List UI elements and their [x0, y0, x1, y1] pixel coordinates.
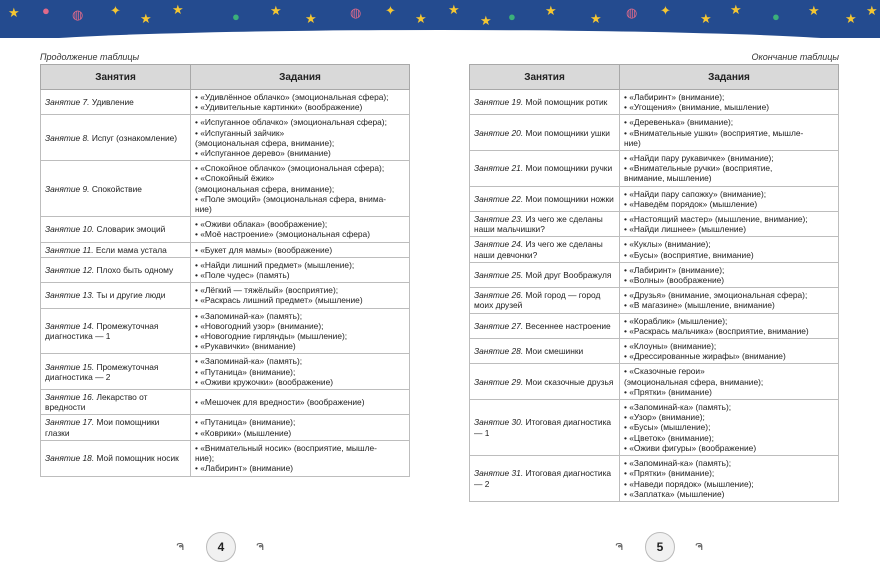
- task-line: • «Прятки» (внимание);: [624, 468, 715, 479]
- lesson-title: Мой помощник носик: [96, 453, 179, 464]
- task-line: • «Новогодние гирлянды» (мышление);: [195, 331, 348, 342]
- tasks-cell: [191, 242, 410, 257]
- planet-icon: ●: [42, 3, 50, 18]
- lesson-number: Занятие 13.: [45, 290, 95, 301]
- table-row: [41, 161, 410, 217]
- task-line: • «Поле эмоций» (эмоциональная сфера, внима-: [195, 193, 387, 204]
- task-line: ние): [624, 137, 641, 148]
- tasks-cell: [191, 390, 410, 415]
- lesson-number: Занятие 17.: [45, 417, 95, 428]
- tasks-cell: [191, 115, 410, 161]
- tasks-cell: [191, 415, 410, 440]
- task-line: • «Бусы» (восприятие, внимание): [624, 249, 754, 260]
- task-line: • «Удивлённое облачко» (эмоциональная сфера);: [195, 92, 389, 102]
- table-row: [41, 390, 410, 415]
- lesson-cell: [470, 313, 620, 338]
- star-icon: ★: [700, 11, 712, 26]
- earth-icon: ●: [232, 9, 240, 24]
- star-icon: ★: [545, 3, 557, 18]
- task-line: (эмоциональная сфера, внимание);: [195, 183, 335, 194]
- star-icon: ★: [730, 2, 742, 17]
- task-line: • «Кораблик» (мышление);: [624, 315, 728, 326]
- task-line: • «Найди пару сапожку» (внимание);: [624, 188, 767, 199]
- tasks-cell: [620, 151, 839, 187]
- star-icon: ★: [866, 3, 878, 18]
- task-line: ние): [195, 204, 212, 215]
- task-line: • «Испуганное дерево» (внимание): [195, 148, 331, 159]
- task-line: • «Бусы» (мышление);: [624, 422, 711, 433]
- lesson-number: Занятие 12.: [45, 264, 95, 275]
- task-line: • «Найди лишнее» (мышление): [624, 224, 746, 235]
- star-icon: ★: [808, 3, 820, 18]
- lesson-cell: [41, 217, 191, 242]
- tasks-cell: [620, 186, 839, 211]
- table-row: [470, 262, 839, 287]
- lesson-title: Промежуточная диагностика — 1: [45, 320, 159, 342]
- task-line: внимание, мышление): [624, 173, 712, 184]
- lessons-table: [40, 64, 410, 477]
- right-page: [469, 50, 839, 502]
- lesson-cell: [470, 90, 620, 115]
- lesson-number: Занятие 11.: [45, 244, 94, 255]
- task-line: • «Друзья» (внимание, эмоциональная сфера);: [624, 290, 808, 301]
- lesson-title: Мои помощники ножки: [525, 193, 614, 204]
- earth-icon: ●: [772, 9, 780, 24]
- star-icon: ★: [590, 11, 602, 26]
- tasks-cell: [620, 400, 839, 456]
- lesson-number: Занятие 9.: [45, 183, 90, 194]
- ornament-icon: ຈ: [694, 538, 703, 553]
- lesson-cell: [41, 242, 191, 257]
- page-number-block: [160, 532, 280, 560]
- task-line: • «Моё настроение» (эмоциональная сфера): [195, 229, 370, 240]
- tasks-cell: [620, 262, 839, 287]
- comet-icon: ✦: [110, 3, 121, 18]
- lesson-number: Занятие 18.: [45, 453, 95, 464]
- task-line: • «Путаница» (внимание);: [195, 366, 296, 377]
- lesson-cell: [41, 161, 191, 217]
- lesson-title: Лекарство от вредности: [45, 392, 148, 413]
- task-line: • «Наведём порядок» (мышление): [624, 198, 758, 209]
- lesson-title: Словарик эмоций: [96, 224, 166, 235]
- lesson-title: Мои смешинки: [525, 346, 584, 357]
- task-line: ние);: [195, 453, 215, 464]
- ornament-icon: ຈ: [615, 538, 624, 553]
- task-line: • «Сказочные герои»: [624, 366, 705, 377]
- task-line: • «Оживи кружочки» (воображение): [195, 376, 334, 387]
- table-row: [41, 440, 410, 476]
- task-line: • «Лабиринт» (внимание): [195, 463, 294, 474]
- planet-icon: ◍: [626, 5, 638, 20]
- lesson-number: Занятие 22.: [474, 193, 524, 204]
- table-row: [470, 212, 839, 237]
- table-row: [470, 339, 839, 364]
- task-line: • «Найди лишний предмет» (мышление);: [195, 259, 355, 270]
- lesson-cell: [41, 390, 191, 415]
- task-line: • «Волны» (воображение): [624, 275, 725, 286]
- star-icon: ★: [305, 11, 317, 26]
- task-line: • «Лабиринт» (внимание);: [624, 264, 725, 275]
- lesson-cell: [41, 115, 191, 161]
- top-banner: [0, 0, 880, 38]
- table-row: [41, 90, 410, 115]
- lesson-title: Из чего же сделаны наши мальчишки?: [474, 214, 603, 235]
- tasks-cell: [191, 308, 410, 354]
- star-icon: ★: [845, 11, 857, 26]
- lesson-cell: [470, 364, 620, 400]
- table-row: [41, 257, 410, 282]
- task-line: • «Запоминай-ка» (память);: [195, 310, 303, 321]
- tasks-cell: [191, 90, 410, 115]
- lesson-number: Занятие 16.: [45, 392, 95, 403]
- lesson-cell: [470, 456, 620, 502]
- lesson-number: Занятие 28.: [474, 346, 524, 357]
- ornament-icon: ຈ: [255, 538, 264, 553]
- task-line: • «Деревенька» (внимание);: [624, 117, 734, 128]
- lesson-number: Занятие 21.: [474, 163, 524, 174]
- table-row: [470, 288, 839, 313]
- tasks-cell: [620, 339, 839, 364]
- task-line: • «Оживи облака» (воображение);: [195, 219, 328, 230]
- tasks-cell: [620, 313, 839, 338]
- task-line: • «Куклы» (внимание);: [624, 239, 711, 250]
- tasks-cell: [620, 237, 839, 262]
- star-icon: ★: [140, 11, 152, 26]
- task-line: • «Заплатка» (мышление): [624, 488, 725, 499]
- lesson-number: Занятие 30.: [474, 417, 524, 428]
- task-line: • «Путаница» (внимание);: [195, 417, 296, 428]
- lesson-cell: [470, 151, 620, 187]
- task-line: • «Испуганный зайчик»: [195, 127, 285, 138]
- lesson-title: Промежуточная диагностика — 2: [45, 361, 159, 382]
- earth-icon: ●: [508, 9, 516, 24]
- task-line: • «Угощения» (внимание, мышление): [624, 102, 770, 113]
- column-header-tasks: Задания: [620, 65, 839, 90]
- table-row: [470, 400, 839, 456]
- column-header-lessons: Занятия: [470, 65, 620, 90]
- star-icon: ★: [448, 2, 460, 17]
- table-row: [41, 242, 410, 257]
- tasks-cell: [620, 456, 839, 502]
- lesson-cell: [41, 440, 191, 476]
- lesson-number: Занятие 25.: [474, 269, 524, 280]
- continuation-label: Продолжение таблицы: [40, 52, 140, 62]
- table-row: [41, 115, 410, 161]
- task-line: • «Коврики» (мышление): [195, 427, 292, 438]
- task-line: • «В магазине» (мышление, внимание): [624, 300, 775, 311]
- tasks-cell: [191, 354, 410, 390]
- lesson-title: Мои помощники ручки: [525, 163, 613, 174]
- lesson-number: Занятие 8.: [45, 132, 90, 143]
- lesson-number: Занятие 20.: [474, 127, 524, 138]
- left-page: [40, 50, 410, 477]
- task-line: (эмоциональная сфера, внимание);: [624, 376, 764, 387]
- lesson-title: Плохо быть одному: [96, 264, 174, 275]
- comet-icon: ✦: [660, 3, 671, 18]
- lesson-cell: [41, 308, 191, 354]
- planet-icon: ◍: [350, 5, 362, 20]
- lesson-cell: [41, 90, 191, 115]
- page-number-block: [599, 532, 719, 560]
- tasks-cell: [620, 212, 839, 237]
- task-line: • «Лёгкий — тяжёлый» (восприятие);: [195, 285, 339, 296]
- task-line: • «Новогодний узор» (внимание);: [195, 320, 324, 331]
- task-line: • «Внимательные ушки» (восприятие, мышле-: [624, 127, 804, 138]
- star-icon: ★: [172, 2, 184, 17]
- table-row: [470, 186, 839, 211]
- lesson-number: Занятие 7.: [45, 97, 90, 108]
- task-line: • «Букет для мамы» (воображение): [195, 244, 333, 255]
- lesson-title: Испуг (ознакомление): [91, 132, 178, 143]
- lesson-number: Занятие 24.: [474, 239, 524, 250]
- lesson-number: Занятие 23.: [474, 214, 524, 225]
- task-line: • «Запоминай-ка» (память);: [624, 458, 732, 469]
- lesson-cell: [41, 257, 191, 282]
- table-row: [41, 308, 410, 354]
- table-row: [470, 237, 839, 262]
- task-line: • «Удивительные картинки» (воображение): [195, 102, 363, 113]
- lesson-title: Ты и другие люди: [96, 290, 166, 301]
- star-icon: ★: [8, 5, 20, 20]
- task-line: • «Испуганное облачко» (эмоциональная сфера);: [195, 117, 387, 128]
- table-row: [470, 313, 839, 338]
- lesson-title: Мой помощник ротик: [525, 97, 608, 108]
- tasks-cell: [191, 161, 410, 217]
- task-line: • «Рукавички» (внимание): [195, 341, 296, 352]
- table-row: [470, 364, 839, 400]
- lesson-number: Занятие 27.: [474, 320, 524, 331]
- lesson-cell: [470, 115, 620, 151]
- lesson-title: Удивление: [91, 97, 134, 108]
- lesson-number: Занятие 31.: [474, 468, 524, 479]
- comet-icon: ✦: [385, 3, 396, 18]
- lesson-number: Занятие 26.: [474, 290, 524, 301]
- lesson-cell: [41, 283, 191, 308]
- table-row: [41, 217, 410, 242]
- task-line: • «Внимательные ручки» (восприятие,: [624, 163, 773, 174]
- task-line: • «Дрессированные жирафы» (внимание): [624, 351, 786, 362]
- task-line: • «Настоящий мастер» (мышление, внимание);: [624, 214, 808, 225]
- lessons-table: [469, 64, 839, 502]
- lesson-title: Мои сказочные друзья: [525, 376, 614, 387]
- task-line: (эмоциональная сфера, внимание);: [195, 137, 335, 148]
- task-line: • «Раскрась лишний предмет» (мышление): [195, 295, 363, 306]
- star-icon: ★: [480, 13, 492, 28]
- tasks-cell: [620, 115, 839, 151]
- table-row: [470, 90, 839, 115]
- task-line: • «Внимательный носик» (восприятие, мышле-: [195, 442, 377, 453]
- lesson-cell: [470, 186, 620, 211]
- lesson-cell: [470, 262, 620, 287]
- lesson-cell: [41, 354, 191, 390]
- task-line: • «Поле чудес» (память): [195, 270, 290, 281]
- lesson-cell: [470, 400, 620, 456]
- lesson-cell: [470, 288, 620, 313]
- task-line: • «Наведи порядок» (мышление);: [624, 478, 754, 489]
- lesson-title: Мой друг Воображуля: [525, 269, 612, 280]
- task-line: • «Клоуны» (внимание);: [624, 341, 717, 352]
- lesson-cell: [470, 339, 620, 364]
- ornament-icon: ຈ: [176, 538, 185, 553]
- table-row: [470, 115, 839, 151]
- planet-icon: ◍: [72, 7, 84, 22]
- task-line: • «Оживи фигуры» (воображение): [624, 442, 757, 453]
- page-number: 4: [206, 532, 236, 562]
- task-line: • «Спокойное облачко» (эмоциональная сфера);: [195, 163, 385, 174]
- lesson-title: Итоговая диагностика — 2: [474, 468, 612, 489]
- lesson-title: Мои помощники глазки: [45, 417, 160, 438]
- lesson-title: Мои помощники ушки: [525, 127, 610, 138]
- star-icon: ★: [415, 11, 427, 26]
- table-row: [41, 415, 410, 440]
- lesson-number: Занятие 14.: [45, 320, 95, 331]
- task-line: • «Спокойный ёжик»: [195, 173, 275, 184]
- lesson-cell: [470, 237, 620, 262]
- tasks-cell: [191, 217, 410, 242]
- continuation-label: Окончание таблицы: [751, 52, 839, 62]
- table-row: [470, 456, 839, 502]
- task-line: • «Запоминай-ка» (память);: [195, 356, 303, 367]
- table-row: [41, 283, 410, 308]
- lesson-cell: [41, 415, 191, 440]
- tasks-cell: [191, 283, 410, 308]
- lesson-number: Занятие 10.: [45, 224, 95, 235]
- tasks-cell: [620, 288, 839, 313]
- task-line: • «Узор» (внимание);: [624, 412, 705, 423]
- task-line: • «Цветок» (внимание);: [624, 432, 714, 443]
- lesson-number: Занятие 29.: [474, 376, 524, 387]
- task-line: • «Запоминай-ка» (память);: [624, 402, 732, 413]
- task-line: • «Прятки» (внимание): [624, 386, 712, 397]
- lesson-title: Спокойствие: [91, 183, 142, 194]
- table-row: [470, 151, 839, 187]
- page-number: 5: [645, 532, 675, 562]
- lesson-number: Занятие 19.: [474, 97, 524, 108]
- task-line: • «Лабиринт» (внимание);: [624, 92, 725, 102]
- task-line: • «Мешочек для вредности» (воображение): [195, 397, 365, 408]
- lesson-cell: [470, 212, 620, 237]
- lesson-number: Занятие 15.: [45, 361, 95, 372]
- column-header-lessons: Занятия: [41, 65, 191, 90]
- tasks-cell: [191, 257, 410, 282]
- lesson-title: Итоговая диагностика — 1: [474, 417, 612, 438]
- lesson-title: Весеннее настроение: [525, 320, 611, 331]
- task-line: • «Раскрась мальчика» (восприятие, внимание): [624, 325, 809, 336]
- table-row: [41, 354, 410, 390]
- lesson-title: Если мама устала: [95, 244, 167, 255]
- tasks-cell: [620, 364, 839, 400]
- lesson-title: Из чего же сделаны наши девчонки?: [474, 239, 603, 260]
- lesson-title: Мой город — город моих друзей: [474, 290, 601, 311]
- task-line: • «Найди пару рукавичке» (внимание);: [624, 153, 774, 164]
- tasks-cell: [620, 90, 839, 115]
- star-icon: ★: [270, 3, 282, 18]
- column-header-tasks: Задания: [191, 65, 410, 90]
- tasks-cell: [191, 440, 410, 476]
